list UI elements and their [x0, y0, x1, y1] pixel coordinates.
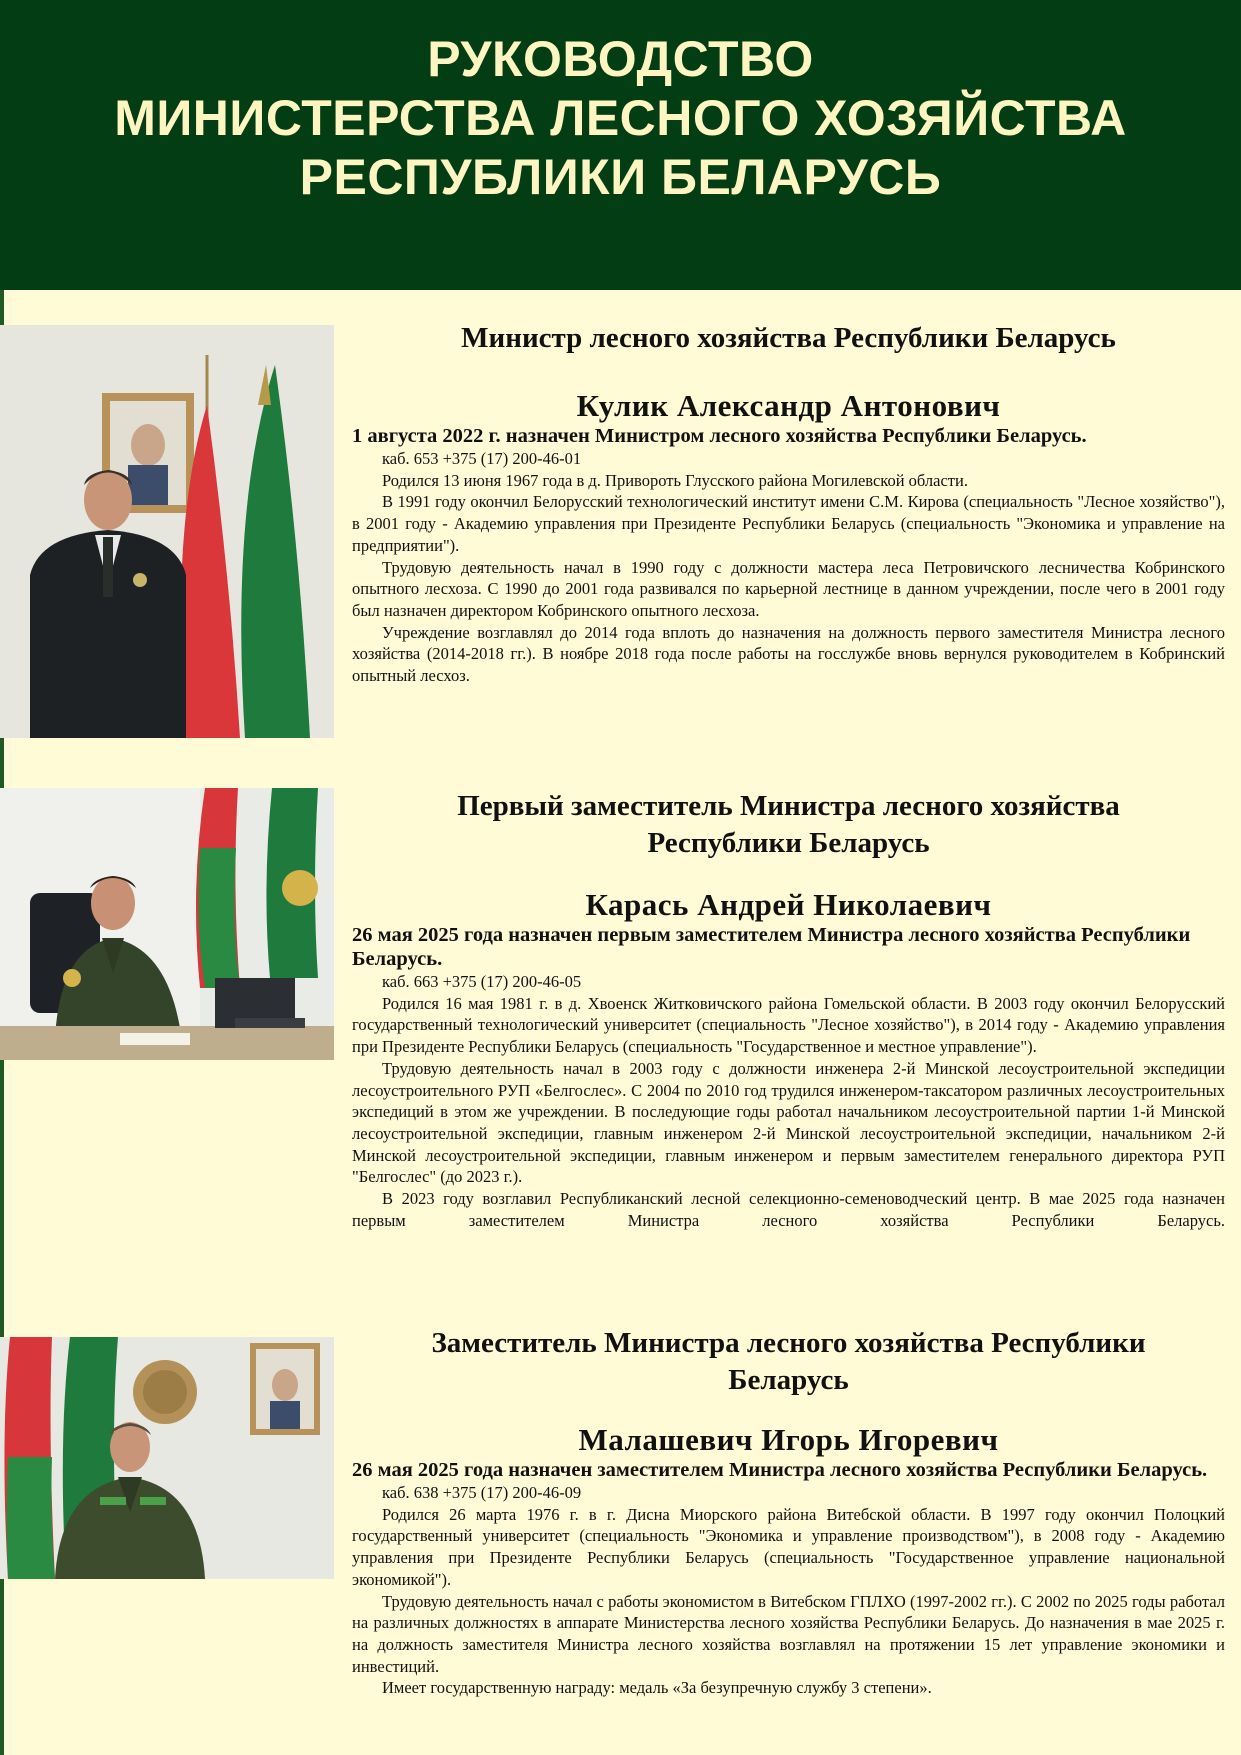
minister-bio-paragraph: Учреждение возглавлял до 2014 года вплоть до назначения на должность первого заместителя Министра лесного хозяйства (2014-2018 гг.). В ноябре 2018 года после работы на госслужбе вновь вернулся руководителем в Кобринский опытный лесхоз. — [352, 622, 1225, 686]
minister-bio-paragraph: Трудовую деятельность начал в 1990 году с должности мастера леса Петровичского лесничества Кобринского опытного лесхоза. С 1990 до 2001 года развивался по карьерной лестнице в данном учреждении, после чего в 2001 году был назначен директором Кобринского опытного лесхоза. — [352, 557, 1225, 620]
page-title-line-2: МИНИСТЕРСТВА ЛЕСНОГО ХОЗЯЙСТВА — [114, 90, 1127, 146]
deputy-bio-paragraph: Трудовую деятельность начал с работы экономистом в Витебском ГПЛХО (1997-2002 гг.). С 2002 по 2025 годы работал на различных должностях в аппарате Министерства лесного хозяйства Республики Беларусь. До назначения в мае 2025 г. на должность заместителя Министра лесного хозяйства возглавлял на протяжении 15 лет управление экономики и инвестиций. — [352, 1591, 1225, 1676]
first-deputy-appointed: 26 мая 2025 года назначен первым заместителем Министра лесного хозяйства Республики Беларусь. — [352, 924, 1191, 970]
first-deputy-bio-paragraph: В 2023 году возглавил Республиканский лесной селекционно-семеноводческий центр. В мае 2025 года назначен первым заместителем Министра лесного хозяйства Республики Беларусь. — [352, 1189, 1225, 1230]
first-deputy-position-line-1: Первый заместитель Министра лесного хозяйства — [457, 790, 1120, 822]
first-deputy-text — [352, 788, 1225, 1231]
minister-position: Министр лесного хозяйства Республики Беларусь — [461, 322, 1116, 354]
minister-text — [352, 320, 1225, 687]
deputy-name: Малашевич Игорь Игоревич — [578, 1422, 999, 1457]
deputy-bio-paragraph: Родился 26 марта 1976 г. в г. Дисна Миорского района Витебской области. В 1997 году окончил Полоцкий государственный университет (специальность "Экономика и управление производством"), в 2008 году - Академию управления при Президенте Республики Беларусь (специальность "Государственное управление национальной экономикой"). — [352, 1504, 1225, 1589]
deputy-appointed: 26 мая 2025 года назначен заместителем Министра лесного хозяйства Республики Беларусь. — [352, 1459, 1208, 1481]
page-title-line-1: РУКОВОДСТВО — [427, 31, 814, 87]
first-deputy-position-line-2: Республики Беларусь — [647, 827, 930, 859]
deputy-text — [352, 1325, 1225, 1699]
first-deputy-bio-paragraph: Родился 16 мая 1981 г. в д. Хвоенск Житковичского района Гомельской области. В 2003 году окончил Белорусский государственный технологический университет (специальность "Лесное хозяйство"), в 2014 году - Академию управления при Президенте Республики Беларусь (специальность "Государственное и местное управление"). — [352, 993, 1225, 1057]
deputy-bio-paragraph: Имеет государственную награду: медаль «За безупречную службу 3 степени». — [382, 1678, 932, 1698]
minister-contact: каб. 653 +375 (17) 200-46-01 — [382, 449, 582, 468]
minister-name: Кулик Александр Антонович — [576, 388, 1001, 423]
deputy-position — [352, 1325, 1225, 1399]
first-deputy-name: Карась Андрей Николаевич — [585, 887, 992, 922]
page-title-line-3: РЕСПУБЛИКИ БЕЛАРУСЬ — [299, 149, 942, 205]
minister-bio-paragraph: В 1991 году окончил Белорусский технологический институт имени С.М. Кирова (специальность "Лесное хозяйство"), в 2001 году - Академию управления при Президенте Республики Беларусь (специальность "Экономика и управление на предприятии"). — [352, 492, 1225, 555]
deputy-position-line-1: Заместитель Министра лесного хозяйства Республики — [431, 1327, 1146, 1359]
first-deputy-photo — [0, 788, 334, 1060]
page-title — [0, 30, 1241, 207]
header-banner — [0, 0, 1241, 290]
deputy-contact: каб. 638 +375 (17) 200-46-09 — [382, 1483, 582, 1502]
minister-photo — [0, 325, 334, 738]
deputy-photo — [0, 1337, 334, 1579]
deputy-position-line-2: Беларусь — [728, 1364, 849, 1396]
first-deputy-position — [352, 788, 1225, 862]
first-deputy-bio-paragraph: Трудовую деятельность начал в 2003 году с должности инженера 2-й Минской лесоустроительной экспедиции лесоустроительного РУП «Белгослес». С 2004 по 2010 год трудился инженером-таксатором различных лесоустроительных экспедиций в этом же учреждении. В последующие годы работал начальником лесоустроительной партии 1-й Минской лесоустроительной экспедиции, главным инженером 2-й Минской лесоустроительной экспедиции, начальником 2-й Минской лесоустроительной экспедиции, главным инженером и первым заместителем генерального директора РУП "Белгослес" (до 2023 г.). — [352, 1058, 1225, 1187]
minister-appointed: 1 августа 2022 г. назначен Министром лесного хозяйства Республики Беларусь. — [352, 425, 1087, 447]
first-deputy-contact: каб. 663 +375 (17) 200-46-05 — [382, 972, 582, 991]
minister-bio-paragraph: Родился 13 июня 1967 года в д. Привороть Глусского района Могилевской области. — [382, 470, 968, 490]
